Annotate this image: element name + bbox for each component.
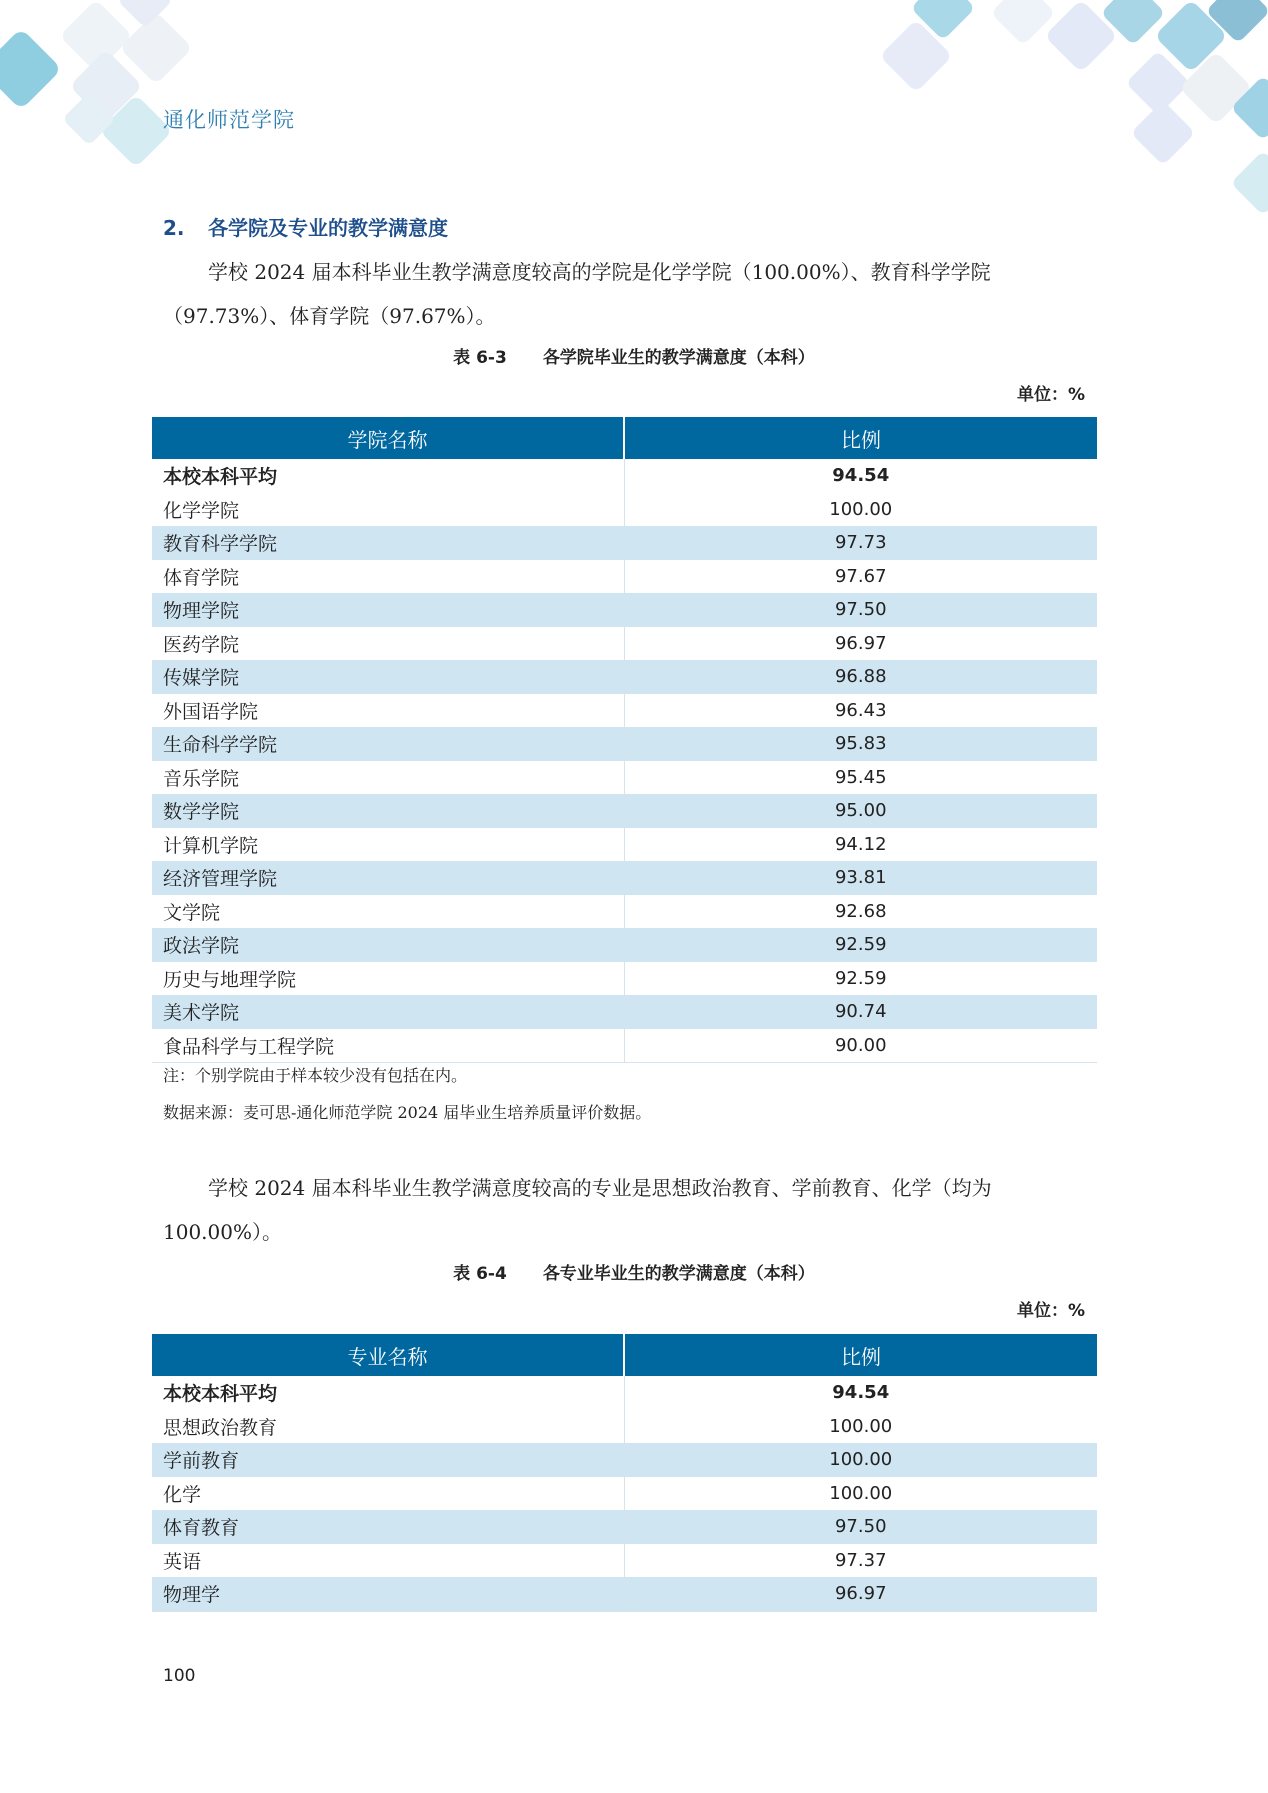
college-satisfaction-table xyxy=(152,417,1097,1063)
row-name: 物理学 xyxy=(152,1577,624,1611)
row-name: 体育教育 xyxy=(152,1510,624,1544)
table-row xyxy=(152,794,1097,828)
row-name: 政法学院 xyxy=(152,928,624,962)
paragraph-2: 学校 2024 届本科毕业生教学满意度较高的专业是思想政治教育、学前教育、化学（均为 100.00%）。 xyxy=(163,1176,992,1244)
page-number: 100 xyxy=(163,1666,196,1686)
table-row xyxy=(152,995,1097,1029)
table-row xyxy=(152,727,1097,761)
table-row xyxy=(152,1544,1097,1578)
row-value: 97.50 xyxy=(624,593,1097,627)
row-name: 物理学院 xyxy=(152,593,624,627)
row-name: 思想政治教育 xyxy=(152,1410,624,1444)
row-name: 学前教育 xyxy=(152,1443,624,1477)
table-row xyxy=(152,1410,1097,1444)
row-name: 食品科学与工程学院 xyxy=(152,1029,624,1063)
row-value: 94.12 xyxy=(624,828,1097,862)
average-value: 94.54 xyxy=(624,459,1097,493)
row-value: 100.00 xyxy=(624,1410,1097,1444)
row-value: 97.73 xyxy=(624,526,1097,560)
row-name: 化学 xyxy=(152,1477,624,1511)
row-value: 97.37 xyxy=(624,1544,1097,1578)
row-name: 生命科学学院 xyxy=(152,727,624,761)
table2-caption-title: 各专业毕业生的教学满意度（本科） xyxy=(542,1264,815,1284)
column-header-ratio: 比例 xyxy=(624,1334,1097,1376)
row-value: 96.97 xyxy=(624,1577,1097,1611)
row-value: 93.81 xyxy=(624,861,1097,895)
major-satisfaction-table xyxy=(152,1334,1097,1612)
paragraph-1: 学校 2024 届本科毕业生教学满意度较高的学院是化学学院（100.00%）、教育科学学院（97.73%）、体育学院（97.67%）。 xyxy=(163,260,991,328)
table-row xyxy=(152,1477,1097,1511)
row-name: 经济管理学院 xyxy=(152,861,624,895)
row-value: 100.00 xyxy=(624,1443,1097,1477)
table-row xyxy=(152,928,1097,962)
average-value: 94.54 xyxy=(624,1376,1097,1410)
row-name: 体育学院 xyxy=(152,560,624,594)
table-row xyxy=(152,526,1097,560)
section-title: 各学院及专业的教学满意度 xyxy=(208,216,448,240)
row-value: 96.43 xyxy=(624,694,1097,728)
row-value: 97.67 xyxy=(624,560,1097,594)
table1-caption xyxy=(0,343,1268,368)
table1-unit: 单位：% xyxy=(1016,385,1085,405)
table-row xyxy=(152,660,1097,694)
table-row xyxy=(152,1510,1097,1544)
row-name: 外国语学院 xyxy=(152,694,624,728)
row-name: 美术学院 xyxy=(152,995,624,1029)
section-number: 2. xyxy=(163,216,185,240)
row-value: 96.97 xyxy=(624,627,1097,661)
average-label: 本校本科平均 xyxy=(152,459,624,493)
average-row xyxy=(152,1376,1097,1410)
table-row xyxy=(152,593,1097,627)
table-row xyxy=(152,560,1097,594)
row-name: 传媒学院 xyxy=(152,660,624,694)
table-row xyxy=(152,761,1097,795)
table2-caption xyxy=(0,1259,1268,1284)
table1-caption-title: 各学院毕业生的教学满意度（本科） xyxy=(542,348,815,368)
row-name: 教育科学学院 xyxy=(152,526,624,560)
row-value: 95.45 xyxy=(624,761,1097,795)
row-value: 92.59 xyxy=(624,962,1097,996)
table-row xyxy=(152,694,1097,728)
row-value: 90.74 xyxy=(624,995,1097,1029)
row-name: 数学学院 xyxy=(152,794,624,828)
average-label: 本校本科平均 xyxy=(152,1376,624,1410)
row-value: 90.00 xyxy=(624,1029,1097,1063)
row-value: 96.88 xyxy=(624,660,1097,694)
table-row xyxy=(152,861,1097,895)
row-name: 文学院 xyxy=(152,895,624,929)
row-name: 化学学院 xyxy=(152,493,624,527)
table-row xyxy=(152,1029,1097,1063)
table2-unit: 单位：% xyxy=(1016,1301,1085,1321)
column-header-college: 学院名称 xyxy=(152,417,624,459)
university-name: 通化师范学院 xyxy=(163,108,295,132)
table1-note: 注：个别学院由于样本较少没有包括在内。 xyxy=(163,1066,468,1085)
row-value: 97.50 xyxy=(624,1510,1097,1544)
table-row xyxy=(152,493,1097,527)
row-name: 历史与地理学院 xyxy=(152,962,624,996)
row-name: 计算机学院 xyxy=(152,828,624,862)
row-name: 音乐学院 xyxy=(152,761,624,795)
column-header-ratio: 比例 xyxy=(624,417,1097,459)
row-name: 医药学院 xyxy=(152,627,624,661)
section-heading xyxy=(163,212,448,241)
table-row xyxy=(152,627,1097,661)
table1-source: 数据来源：麦可思-通化师范学院 2024 届毕业生培养质量评价数据。 xyxy=(163,1103,652,1122)
row-name: 英语 xyxy=(152,1544,624,1578)
row-value: 92.59 xyxy=(624,928,1097,962)
table2-caption-number: 表 6-4 xyxy=(453,1264,507,1284)
row-value: 95.00 xyxy=(624,794,1097,828)
table1-caption-number: 表 6-3 xyxy=(453,348,507,368)
table-row xyxy=(152,1443,1097,1477)
row-value: 92.68 xyxy=(624,895,1097,929)
table-row xyxy=(152,828,1097,862)
row-value: 100.00 xyxy=(624,493,1097,527)
table-row xyxy=(152,1577,1097,1611)
table-row xyxy=(152,895,1097,929)
row-value: 95.83 xyxy=(624,727,1097,761)
row-value: 100.00 xyxy=(624,1477,1097,1511)
column-header-major: 专业名称 xyxy=(152,1334,624,1376)
table-row xyxy=(152,962,1097,996)
average-row xyxy=(152,459,1097,493)
